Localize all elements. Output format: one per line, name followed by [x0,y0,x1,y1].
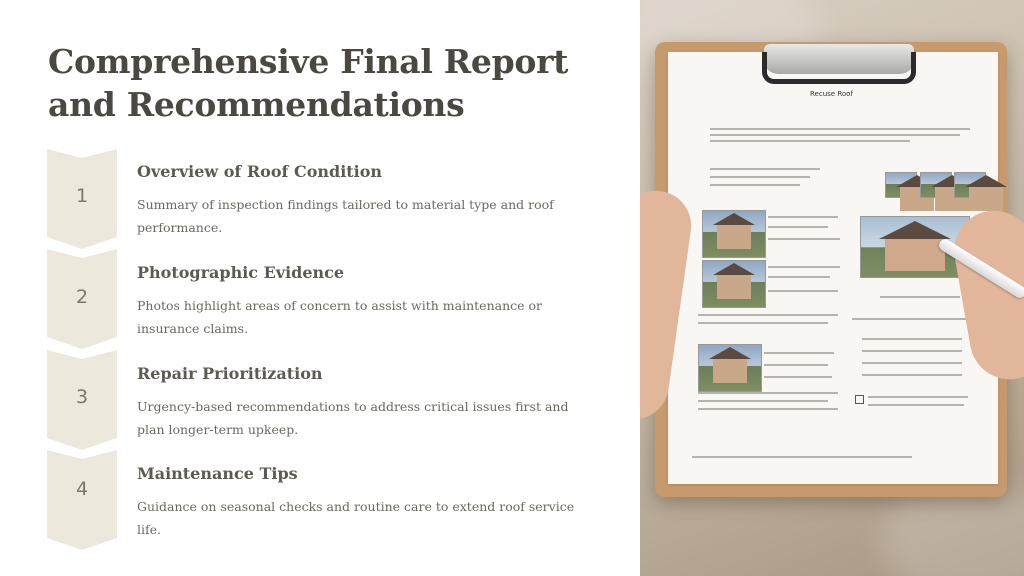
step-4-badge [47,450,117,550]
step-4-description: Guidance on seasonal checks and routine care to extend roof service life. [137,499,575,537]
step-3-number: 3 [75,386,89,408]
checkbox-icon [855,395,864,404]
slide-title: Comprehensive Final Report and Recommendations [48,42,569,124]
step-4-title: Maintenance Tips [137,464,298,483]
step-2-description: Photos highlight areas of concern to assist with maintenance or insurance claims. [137,298,542,336]
step-3-title: Repair Prioritization [137,364,323,383]
step-1-description: Summary of inspection findings tailored to material type and roof performance. [137,197,554,235]
house-photo [698,344,762,392]
step-1-title: Overview of Roof Condition [137,162,383,181]
step-2-number: 2 [75,286,89,308]
house-photo [702,260,766,308]
paper-title: Recuse Roof [810,90,853,98]
step-3-description: Urgency-based recommendations to address critical issues first and plan longer-term upkeep. [137,399,569,437]
clipboard-photo [640,0,1024,576]
house-photo [702,210,766,258]
step-4-number: 4 [75,478,89,500]
step-1-number: 1 [75,185,89,207]
step-2-title: Photographic Evidence [137,263,345,282]
